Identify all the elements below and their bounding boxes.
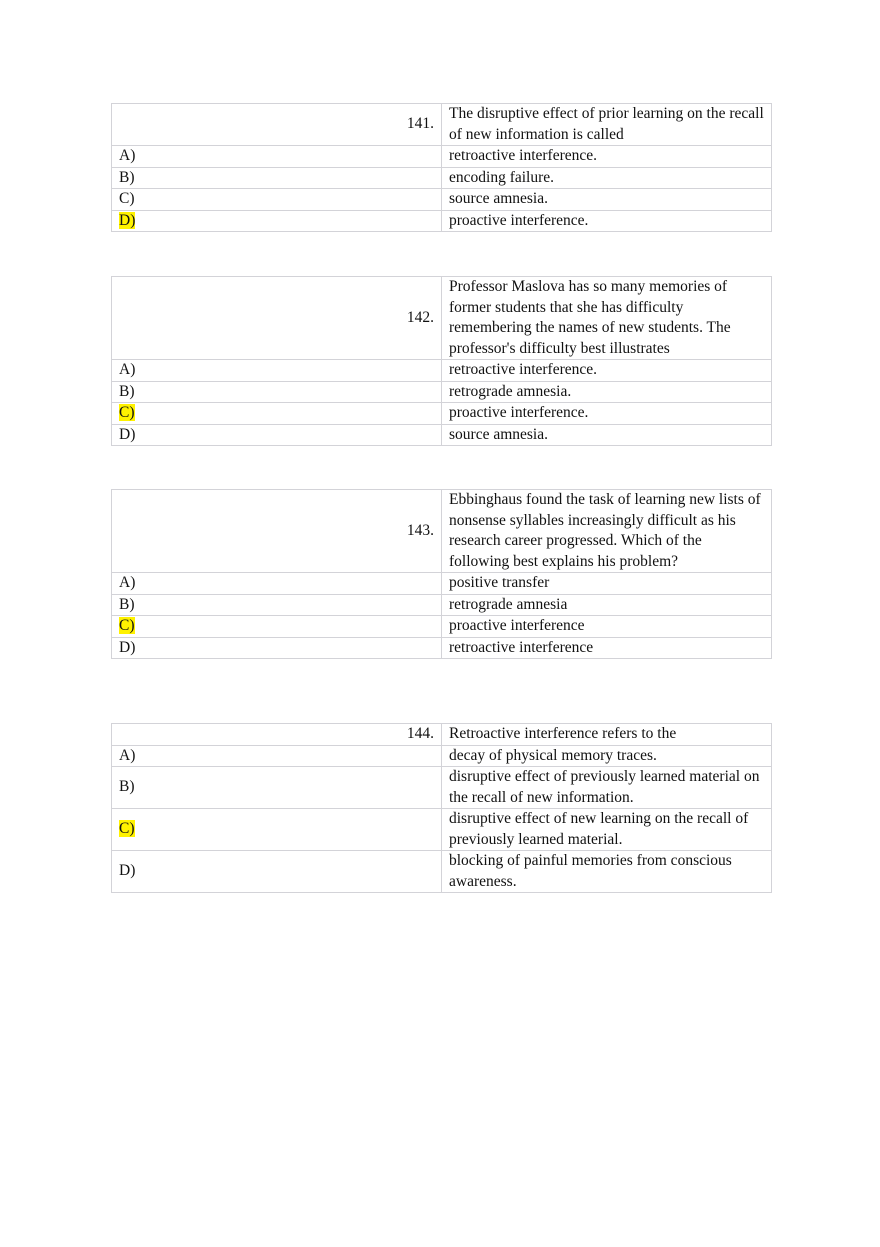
option-text: retrograde amnesia (442, 594, 772, 616)
option-text: encoding failure. (442, 167, 772, 189)
option-text: retroactive interference. (442, 360, 772, 382)
option-text: retroactive interference. (442, 146, 772, 168)
option-letter: A) (119, 574, 136, 591)
option-row (112, 745, 772, 767)
question-row (112, 104, 772, 146)
option-letter: A) (119, 746, 136, 764)
question-stem: Retroactive interference refers to the (442, 724, 772, 746)
question-number: 141. (112, 104, 442, 146)
option-text: positive transfer (442, 573, 772, 595)
option-row (112, 767, 772, 809)
question-table-141 (111, 103, 772, 232)
option-text: retroactive interference (442, 637, 772, 659)
question-stem: Professor Maslova has so many memories of former students that she has difficulty remembering the names of new students. The professor's difficulty best illustrates (442, 277, 772, 360)
option-row (112, 189, 772, 211)
option-letter: B) (119, 168, 135, 186)
question-row (112, 724, 772, 746)
option-text: proactive interference. (442, 210, 772, 232)
option-row-correct (112, 616, 772, 638)
correct-answer-highlight: C) (119, 820, 135, 838)
option-letter: B) (119, 595, 135, 613)
question-number: 144. (112, 724, 442, 746)
option-text: proactive interference (442, 616, 772, 638)
option-row (112, 146, 772, 168)
question-number: 142. (112, 277, 442, 360)
option-text: source amnesia. (442, 424, 772, 446)
option-letter: B) (119, 382, 135, 400)
option-letter: C) (119, 190, 135, 207)
question-stem: The disruptive effect of prior learning on the recall of new information is called (442, 104, 772, 146)
option-row-correct (112, 210, 772, 232)
question-stem: Ebbinghaus found the task of learning new lists of nonsense syllables increasingly difficult as his research career progressed. Which of the following best explains his problem? (442, 490, 772, 573)
option-row (112, 573, 772, 595)
option-letter: D) (119, 425, 136, 443)
option-row-correct (112, 403, 772, 425)
question-table-143 (111, 489, 772, 659)
option-letter: A) (119, 361, 136, 378)
option-row (112, 167, 772, 189)
option-letter: D) (119, 638, 136, 656)
option-row (112, 594, 772, 616)
option-letter: D) (119, 862, 136, 880)
option-letter: B) (119, 778, 135, 796)
option-text: decay of physical memory traces. (442, 745, 772, 767)
option-text: retrograde amnesia. (442, 381, 772, 403)
option-row (112, 381, 772, 403)
question-table-142 (111, 276, 772, 446)
option-row (112, 424, 772, 446)
option-text: disruptive effect of new learning on the recall of previously learned material. (442, 809, 772, 851)
option-row (112, 851, 772, 893)
correct-answer-highlight: D) (119, 211, 136, 229)
option-text: proactive interference. (442, 403, 772, 425)
option-row (112, 360, 772, 382)
question-row (112, 490, 772, 573)
correct-answer-highlight: C) (119, 404, 135, 421)
question-number: 143. (112, 490, 442, 573)
option-text: disruptive effect of previously learned material on the recall of new information. (442, 767, 772, 809)
question-row (112, 277, 772, 360)
correct-answer-highlight: C) (119, 617, 135, 634)
option-text: source amnesia. (442, 189, 772, 211)
option-letter: A) (119, 147, 136, 164)
option-row (112, 637, 772, 659)
option-text: blocking of painful memories from conscious awareness. (442, 851, 772, 893)
question-table-144 (111, 723, 772, 893)
option-row-correct (112, 809, 772, 851)
